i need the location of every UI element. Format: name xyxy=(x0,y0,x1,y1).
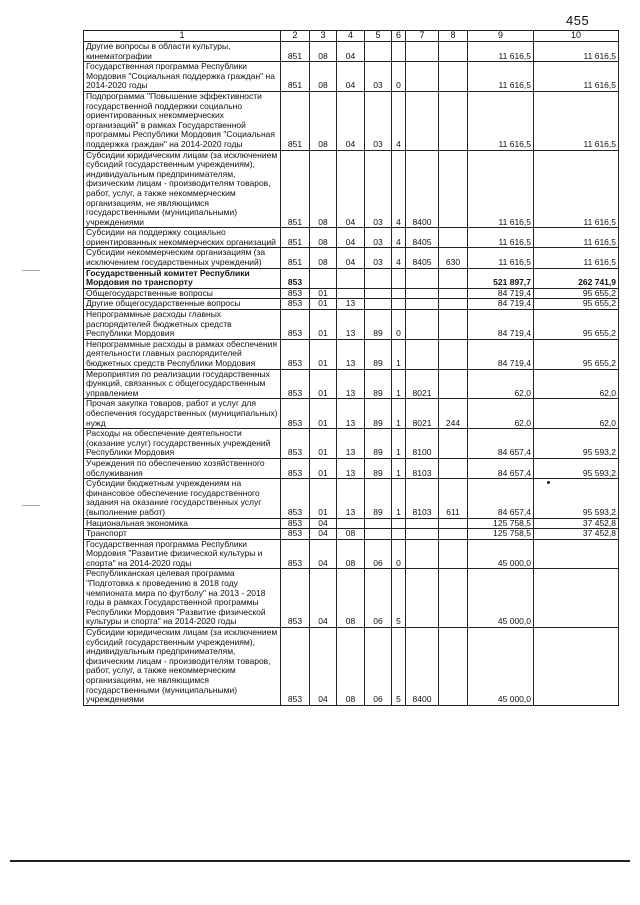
cell-expense-type xyxy=(439,310,468,340)
table-row xyxy=(84,62,619,92)
cell-name: Национальная экономика xyxy=(84,518,281,529)
cell-section: 01 xyxy=(310,310,337,340)
cell-ministry-code: 853 xyxy=(281,529,310,540)
cell-ministry-code: 853 xyxy=(281,310,310,340)
cell-name: Субсидии некоммерческим организациям (за исключением государственных учреждений) xyxy=(84,248,281,268)
cell-subprogram: 1 xyxy=(392,339,406,369)
cell-amount-year1: 11 616,5 xyxy=(468,150,534,228)
cell-subprogram xyxy=(392,268,406,288)
cell-amount-year1: 62,0 xyxy=(468,369,534,399)
cell-section: 08 xyxy=(310,228,337,248)
cell-direction xyxy=(406,268,439,288)
cell-amount-year1: 11 616,5 xyxy=(468,248,534,268)
cell-amount-year2: 11 616,5 xyxy=(534,42,619,62)
cell-section: 04 xyxy=(310,518,337,529)
cell-ministry-code: 853 xyxy=(281,479,310,518)
table-row xyxy=(84,569,619,628)
cell-amount-year2: 62,0 xyxy=(534,369,619,399)
table-row xyxy=(84,91,619,150)
cell-section: 08 xyxy=(310,42,337,62)
cell-amount-year2: 11 616,5 xyxy=(534,91,619,150)
cell-section xyxy=(310,268,337,288)
table-row xyxy=(84,42,619,62)
cell-direction: 8021 xyxy=(406,369,439,399)
cell-expense-type xyxy=(439,150,468,228)
cell-ministry-code: 853 xyxy=(281,288,310,299)
cell-program: 89 xyxy=(365,458,392,478)
cell-amount-year1: 125 758,5 xyxy=(468,518,534,529)
cell-section: 01 xyxy=(310,288,337,299)
table-row xyxy=(84,628,619,706)
cell-program: 06 xyxy=(365,628,392,706)
cell-amount-year1: 84 719,4 xyxy=(468,310,534,340)
table-row xyxy=(84,150,619,228)
cell-subsection: 13 xyxy=(337,458,365,478)
cell-direction: 8103 xyxy=(406,458,439,478)
cell-subprogram: 5 xyxy=(392,628,406,706)
cell-amount-year1: 11 616,5 xyxy=(468,228,534,248)
cell-name: Прочая закупка товаров, работ и услуг для обеспечения государственных (муниципальных) нужд xyxy=(84,399,281,429)
cell-expense-type xyxy=(439,339,468,369)
table-row xyxy=(84,518,619,529)
cell-name: Другие вопросы в области культуры, кинематографии xyxy=(84,42,281,62)
cell-subprogram: 4 xyxy=(392,228,406,248)
column-header: 9 xyxy=(468,31,534,42)
cell-expense-type: 611 xyxy=(439,479,468,518)
cell-subsection xyxy=(337,288,365,299)
cell-section: 01 xyxy=(310,479,337,518)
cell-program: 89 xyxy=(365,429,392,459)
cell-subprogram: 0 xyxy=(392,62,406,92)
cell-direction: 8400 xyxy=(406,150,439,228)
table-row xyxy=(84,288,619,299)
cell-name: Государственный комитет Республики Мордовия по транспорту xyxy=(84,268,281,288)
cell-name: Учреждения по обеспечению хозяйственного обслуживания xyxy=(84,458,281,478)
cell-direction: 8100 xyxy=(406,429,439,459)
cell-amount-year1: 84 719,4 xyxy=(468,299,534,310)
cell-direction: 8103 xyxy=(406,479,439,518)
cell-expense-type xyxy=(439,62,468,92)
table-row xyxy=(84,228,619,248)
cell-expense-type xyxy=(439,518,468,529)
cell-name: Другие общегосударственные вопросы xyxy=(84,299,281,310)
cell-subsection: 04 xyxy=(337,248,365,268)
cell-program xyxy=(365,268,392,288)
column-header: 10 xyxy=(534,31,619,42)
cell-program: 89 xyxy=(365,310,392,340)
cell-amount-year2: 11 616,5 xyxy=(534,150,619,228)
cell-section: 01 xyxy=(310,458,337,478)
cell-subprogram: 1 xyxy=(392,399,406,429)
cell-direction xyxy=(406,529,439,540)
cell-subprogram: 1 xyxy=(392,458,406,478)
cell-direction xyxy=(406,518,439,529)
cell-subsection: 13 xyxy=(337,310,365,340)
cell-expense-type xyxy=(439,628,468,706)
cell-name: Субсидии бюджетным учреждениям на финансовое обеспечение государственного задания на оказание государственных услуг (выполнение работ) xyxy=(84,479,281,518)
cell-ministry-code: 853 xyxy=(281,268,310,288)
cell-subsection: 08 xyxy=(337,628,365,706)
cell-direction xyxy=(406,62,439,92)
table-row xyxy=(84,539,619,569)
cell-subprogram xyxy=(392,299,406,310)
cell-ministry-code: 851 xyxy=(281,228,310,248)
cell-expense-type xyxy=(439,91,468,150)
cell-program: 03 xyxy=(365,62,392,92)
cell-ministry-code: 853 xyxy=(281,429,310,459)
cell-amount-year1: 84 719,4 xyxy=(468,339,534,369)
cell-amount-year1: 84 657,4 xyxy=(468,479,534,518)
cell-ministry-code: 853 xyxy=(281,518,310,529)
cell-ministry-code: 853 xyxy=(281,569,310,628)
cell-subsection xyxy=(337,518,365,529)
cell-subsection: 13 xyxy=(337,369,365,399)
cell-amount-year2: 95 655,2 xyxy=(534,310,619,340)
cell-subsection: 04 xyxy=(337,228,365,248)
cell-expense-type xyxy=(439,288,468,299)
cell-subsection: 13 xyxy=(337,429,365,459)
cell-section: 04 xyxy=(310,628,337,706)
cell-section: 08 xyxy=(310,91,337,150)
cell-name: Государственная программа Республики Мордовия "Развитие физической культуры и спорта" на 2014-2020 годы xyxy=(84,539,281,569)
cell-ministry-code: 851 xyxy=(281,150,310,228)
cell-subsection: 04 xyxy=(337,91,365,150)
cell-expense-type: 630 xyxy=(439,248,468,268)
cell-direction xyxy=(406,310,439,340)
cell-program: 03 xyxy=(365,248,392,268)
cell-program: 03 xyxy=(365,228,392,248)
cell-ministry-code: 853 xyxy=(281,399,310,429)
cell-subsection: 13 xyxy=(337,299,365,310)
cell-direction xyxy=(406,569,439,628)
cell-name: Непрограммные расходы главных распорядителей бюджетных средств Республики Мордовия xyxy=(84,310,281,340)
cell-subprogram: 1 xyxy=(392,429,406,459)
cell-subprogram: 5 xyxy=(392,569,406,628)
cell-amount-year1: 521 897,7 xyxy=(468,268,534,288)
cell-subprogram: 4 xyxy=(392,91,406,150)
cell-amount-year2 xyxy=(534,539,619,569)
cell-program xyxy=(365,518,392,529)
cell-ministry-code: 851 xyxy=(281,91,310,150)
cell-amount-year2: 37 452,8 xyxy=(534,529,619,540)
cell-expense-type xyxy=(439,369,468,399)
table-row xyxy=(84,248,619,268)
cell-expense-type: 244 xyxy=(439,399,468,429)
cell-direction: 8405 xyxy=(406,248,439,268)
cell-name: Общегосударственные вопросы xyxy=(84,288,281,299)
column-header: 8 xyxy=(439,31,468,42)
column-header: 4 xyxy=(337,31,365,42)
cell-direction xyxy=(406,42,439,62)
cell-subsection: 13 xyxy=(337,479,365,518)
cell-name: Подпрограмма "Повышение эффективности государственной поддержки социально ориентированных некоммерческих организаций" в рамках Государственной программы Республики Мордовия "Социальная поддержка граждан" на 2014-2020 годы xyxy=(84,91,281,150)
cell-amount-year1: 11 616,5 xyxy=(468,91,534,150)
cell-name: Государственная программа Республики Мордовия "Социальная поддержка граждан" на 2014-2020 годы xyxy=(84,62,281,92)
table-row xyxy=(84,458,619,478)
cell-expense-type xyxy=(439,539,468,569)
cell-amount-year2: 95 655,2 xyxy=(534,288,619,299)
cell-amount-year1: 84 657,4 xyxy=(468,429,534,459)
table-row xyxy=(84,399,619,429)
cell-section: 04 xyxy=(310,539,337,569)
cell-program: 06 xyxy=(365,539,392,569)
cell-subsection: 04 xyxy=(337,150,365,228)
page-number: 455 xyxy=(566,13,590,28)
cell-name: Мероприятия по реализации государственных функций, связанных с общегосударственным управлением xyxy=(84,369,281,399)
cell-ministry-code: 853 xyxy=(281,539,310,569)
cell-subsection: 13 xyxy=(337,339,365,369)
cell-amount-year1: 45 000,0 xyxy=(468,569,534,628)
table-body xyxy=(84,42,619,706)
cell-amount-year1: 11 616,5 xyxy=(468,62,534,92)
cell-ministry-code: 853 xyxy=(281,369,310,399)
margin-mark xyxy=(22,505,40,506)
cell-section: 04 xyxy=(310,569,337,628)
cell-expense-type xyxy=(439,569,468,628)
cell-direction xyxy=(406,299,439,310)
cell-amount-year1: 84 657,4 xyxy=(468,458,534,478)
cell-subprogram: 0 xyxy=(392,539,406,569)
table-row xyxy=(84,339,619,369)
cell-section: 01 xyxy=(310,299,337,310)
budget-table xyxy=(83,30,619,706)
cell-direction: 8405 xyxy=(406,228,439,248)
column-header: 2 xyxy=(281,31,310,42)
table-header-row xyxy=(84,31,619,42)
cell-program: 03 xyxy=(365,150,392,228)
cell-amount-year1: 11 616,5 xyxy=(468,42,534,62)
cell-direction xyxy=(406,288,439,299)
cell-ministry-code: 853 xyxy=(281,299,310,310)
cell-expense-type xyxy=(439,42,468,62)
table-row xyxy=(84,429,619,459)
cell-subprogram xyxy=(392,288,406,299)
cell-subsection: 08 xyxy=(337,539,365,569)
table-row xyxy=(84,299,619,310)
cell-amount-year2: 95 655,2 xyxy=(534,299,619,310)
cell-name: Субсидии юридическим лицам (за исключением субсидий государственным учреждениям), индивидуальным предпринимателям, физическим лицам - производителям товаров, работ, услуг, а также некоммерческим организациям, не являющимся государственными (муниципальными) учреждениями xyxy=(84,628,281,706)
column-header: 6 xyxy=(392,31,406,42)
column-header: 5 xyxy=(365,31,392,42)
cell-amount-year2 xyxy=(534,628,619,706)
cell-amount-year2: 11 616,5 xyxy=(534,228,619,248)
table-row xyxy=(84,268,619,288)
cell-section: 01 xyxy=(310,339,337,369)
cell-subprogram xyxy=(392,42,406,62)
cell-expense-type xyxy=(439,529,468,540)
cell-subprogram: 1 xyxy=(392,369,406,399)
cell-subprogram: 0 xyxy=(392,310,406,340)
cell-expense-type xyxy=(439,299,468,310)
cell-subsection: 08 xyxy=(337,569,365,628)
cell-section: 08 xyxy=(310,248,337,268)
column-header: 1 xyxy=(84,31,281,42)
cell-subsection: 08 xyxy=(337,529,365,540)
cell-program: 06 xyxy=(365,569,392,628)
cell-amount-year2: 262 741,9 xyxy=(534,268,619,288)
cell-subprogram: 4 xyxy=(392,150,406,228)
cell-amount-year2: 95 655,2 xyxy=(534,339,619,369)
cell-amount-year2: 11 616,5 xyxy=(534,62,619,92)
table-row xyxy=(84,310,619,340)
table-row xyxy=(84,529,619,540)
cell-name: Непрограммные расходы в рамках обеспечения деятельности главных распорядителей бюджетных средств Республики Мордовия xyxy=(84,339,281,369)
cell-program: 89 xyxy=(365,369,392,399)
cell-subsection xyxy=(337,268,365,288)
cell-amount-year1: 62,0 xyxy=(468,399,534,429)
cell-ministry-code: 853 xyxy=(281,339,310,369)
cell-section: 01 xyxy=(310,369,337,399)
cell-amount-year2: 62,0 xyxy=(534,399,619,429)
cell-program: 03 xyxy=(365,91,392,150)
margin-mark xyxy=(22,270,40,271)
cell-amount-year2: 95 593,2 xyxy=(534,479,619,518)
cell-amount-year2 xyxy=(534,569,619,628)
cell-subsection: 13 xyxy=(337,399,365,429)
cell-program xyxy=(365,42,392,62)
cell-section: 08 xyxy=(310,150,337,228)
cell-ministry-code: 853 xyxy=(281,458,310,478)
scan-dot-mark xyxy=(547,481,550,484)
cell-subprogram: 1 xyxy=(392,479,406,518)
cell-ministry-code: 851 xyxy=(281,42,310,62)
cell-name: Транспорт xyxy=(84,529,281,540)
cell-program: 89 xyxy=(365,479,392,518)
column-header: 3 xyxy=(310,31,337,42)
cell-amount-year2: 95 593,2 xyxy=(534,458,619,478)
cell-expense-type xyxy=(439,228,468,248)
cell-section: 08 xyxy=(310,62,337,92)
cell-subprogram xyxy=(392,529,406,540)
cell-direction xyxy=(406,91,439,150)
cell-ministry-code: 851 xyxy=(281,248,310,268)
cell-expense-type xyxy=(439,429,468,459)
table-row xyxy=(84,369,619,399)
cell-subsection: 04 xyxy=(337,42,365,62)
cell-direction: 8021 xyxy=(406,399,439,429)
cell-amount-year2: 95 593,2 xyxy=(534,429,619,459)
cell-program: 89 xyxy=(365,339,392,369)
cell-section: 01 xyxy=(310,429,337,459)
cell-section: 04 xyxy=(310,529,337,540)
cell-section: 01 xyxy=(310,399,337,429)
cell-ministry-code: 851 xyxy=(281,62,310,92)
cell-program: 89 xyxy=(365,399,392,429)
cell-amount-year1: 45 000,0 xyxy=(468,628,534,706)
cell-name: Расходы на обеспечение деятельности (оказание услуг) государственных учреждений Республики Мордовия xyxy=(84,429,281,459)
cell-amount-year1: 45 000,0 xyxy=(468,539,534,569)
cell-ministry-code: 853 xyxy=(281,628,310,706)
cell-direction xyxy=(406,339,439,369)
cell-program xyxy=(365,529,392,540)
cell-amount-year1: 84 719,4 xyxy=(468,288,534,299)
cell-amount-year2: 11 616,5 xyxy=(534,248,619,268)
table-row xyxy=(84,479,619,518)
bottom-rule xyxy=(10,860,630,862)
cell-expense-type xyxy=(439,458,468,478)
cell-amount-year2: 37 452,8 xyxy=(534,518,619,529)
cell-direction: 8400 xyxy=(406,628,439,706)
cell-program xyxy=(365,288,392,299)
cell-subprogram xyxy=(392,518,406,529)
column-header: 7 xyxy=(406,31,439,42)
cell-expense-type xyxy=(439,268,468,288)
cell-subsection: 04 xyxy=(337,62,365,92)
cell-subprogram: 4 xyxy=(392,248,406,268)
cell-name: Субсидии юридическим лицам (за исключением субсидий государственным учреждениям), индивидуальным предпринимателям, физическим лицам - производителям товаров, работ, услуг, а также некоммерческим организациям, не являющимся государственными (муниципальными) учреждениями xyxy=(84,150,281,228)
cell-name: Республиканская целевая программа "Подготовка к проведению в 2018 году чемпионата мира по футболу" на 2013 - 2018 годы в рамках Государственной программы Республики Мордовия "Развитие физической культуры и спорта" на 2014-2020 годы xyxy=(84,569,281,628)
cell-name: Субсидии на поддержку социально ориентированных некоммерческих организаций xyxy=(84,228,281,248)
cell-amount-year1: 125 758,5 xyxy=(468,529,534,540)
cell-direction xyxy=(406,539,439,569)
cell-program xyxy=(365,299,392,310)
